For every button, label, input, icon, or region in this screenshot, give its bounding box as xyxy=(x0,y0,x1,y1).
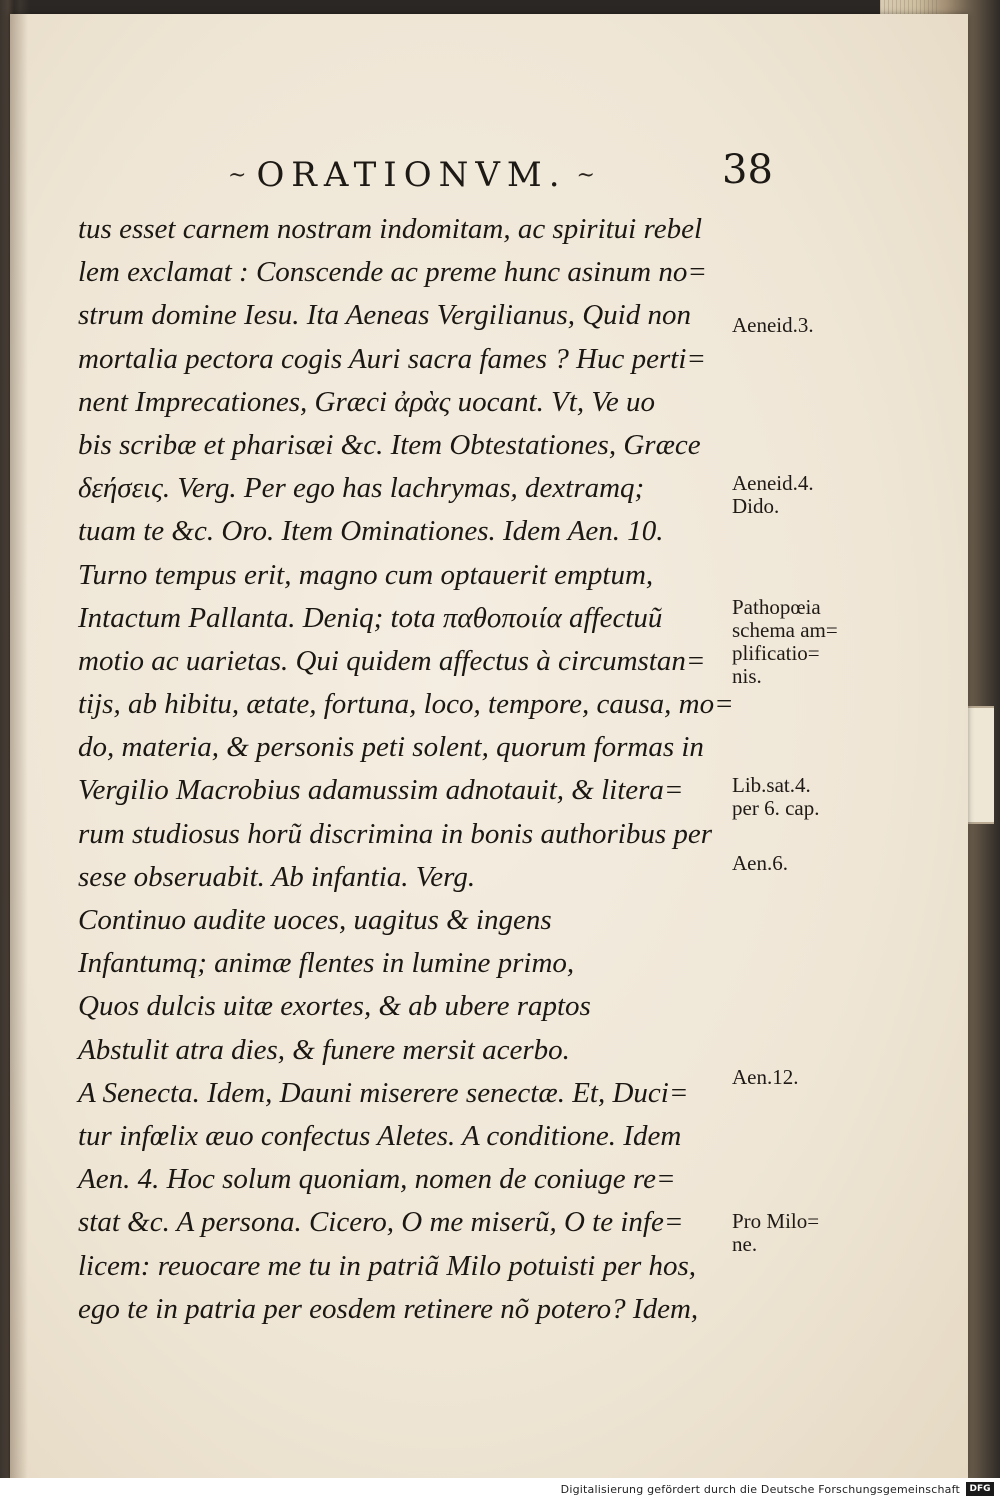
margin-note-pathopoeia: Pathopœia schema am= plificatio= nis. xyxy=(732,595,838,688)
text-line: motio ac uarietas. Qui quidem affectus à circumstan= xyxy=(78,644,706,677)
text-line: δεήσεις. Verg. Per ego has lachrymas, dextramq; xyxy=(78,472,645,505)
text-line: A Senecta. Idem, Dauni miserere senectæ. Et, Duci= xyxy=(78,1076,689,1109)
funding-credit: Digitalisierung gefördert durch die Deutsche Forschungsgemeinschaft xyxy=(560,1482,960,1496)
text-line: tuam te &c. Oro. Item Ominationes. Idem Aen. 10. xyxy=(78,515,664,548)
verse-line: Continuo audite uoces, uagitus & ingens xyxy=(78,904,552,936)
text-line: bis scribæ et pharisæi &c. Item Obtestationes, Græce xyxy=(78,428,701,461)
verse-line: Infantumq; animæ flentes in lumine primo, xyxy=(78,947,575,980)
margin-note-aeneid4: Aeneid.4. Dido. xyxy=(732,471,814,518)
text-line: licem: reuocare me tu in patriã Milo potuisti per hos, xyxy=(78,1249,697,1282)
text-line: mortalia pectora cogis Auri sacra fames ? Huc perti= xyxy=(78,342,706,375)
margin-note-macrobius: Lib.sat.4. per 6. cap. xyxy=(732,773,820,820)
text-line: do, materia, & personis peti solent, quorum formas in xyxy=(78,731,704,764)
text-line: Aen. 4. Hoc solum quoniam, nomen de coniuge re= xyxy=(78,1163,676,1196)
verse-line: Abstulit atra dies, & funere mersit acerbo. xyxy=(78,1033,570,1066)
margin-note-aen6: Aen.6. xyxy=(732,851,788,875)
text-line: tus esset carnem nostram indomitam, ac spiritui rebel xyxy=(78,213,702,245)
running-title: ORATIONVM. xyxy=(256,155,567,195)
book-page xyxy=(10,14,968,1478)
text-line: tijs, ab hibitu, ætate, fortuna, loco, tempore, causa, mo= xyxy=(78,688,734,721)
margin-note-pro-milone: Pro Milo= ne. xyxy=(732,1209,820,1256)
ornament-left: ~ xyxy=(228,162,247,188)
text-line: strum domine Iesu. Ita Aeneas Vergilianus, Quid non xyxy=(78,299,691,332)
text-line: ego te in patria per eosdem retinere nõ potero? Idem, xyxy=(78,1292,699,1325)
funding-footer xyxy=(0,1478,1000,1500)
body-text xyxy=(78,208,748,1331)
text-line: tur infœlix æuo confectus Aletes. A conditione. Idem xyxy=(78,1119,682,1152)
text-line: Intactum Pallanta. Deniq; tota παθοποιία affectuũ xyxy=(78,601,663,634)
margin-note-aen12: Aen.12. xyxy=(732,1065,799,1089)
text-line: Vergilio Macrobius adamussim adnotauit, & litera= xyxy=(78,774,684,807)
page-number: 38 xyxy=(722,147,773,193)
ornament-right: ~ xyxy=(576,162,595,188)
text-line: stat &c. A persona. Cicero, O me miserũ, O te infe= xyxy=(78,1206,684,1239)
text-line: nent Imprecationes, Græci ἀρὰς uocant. Vt, Ve uo xyxy=(78,385,655,418)
running-head xyxy=(228,150,595,200)
text-line: lem exclamat : Conscende ac preme hunc asinum no= xyxy=(78,256,707,289)
gutter-shadow xyxy=(10,14,28,1478)
margin-note-aeneid3: Aeneid.3. xyxy=(732,313,814,337)
text-line: Turno tempus erit, magno cum optauerit emptum, xyxy=(78,558,654,591)
text-line: sese obseruabit. Ab infantia. Verg. xyxy=(78,860,476,893)
text-line: rum studiosus horũ discrimina in bonis authoribus per xyxy=(78,817,713,850)
verse-line: Quos dulcis uitæ exortes, & ab ubere raptos xyxy=(78,990,591,1023)
dfg-logo-icon: DFG xyxy=(966,1482,994,1496)
